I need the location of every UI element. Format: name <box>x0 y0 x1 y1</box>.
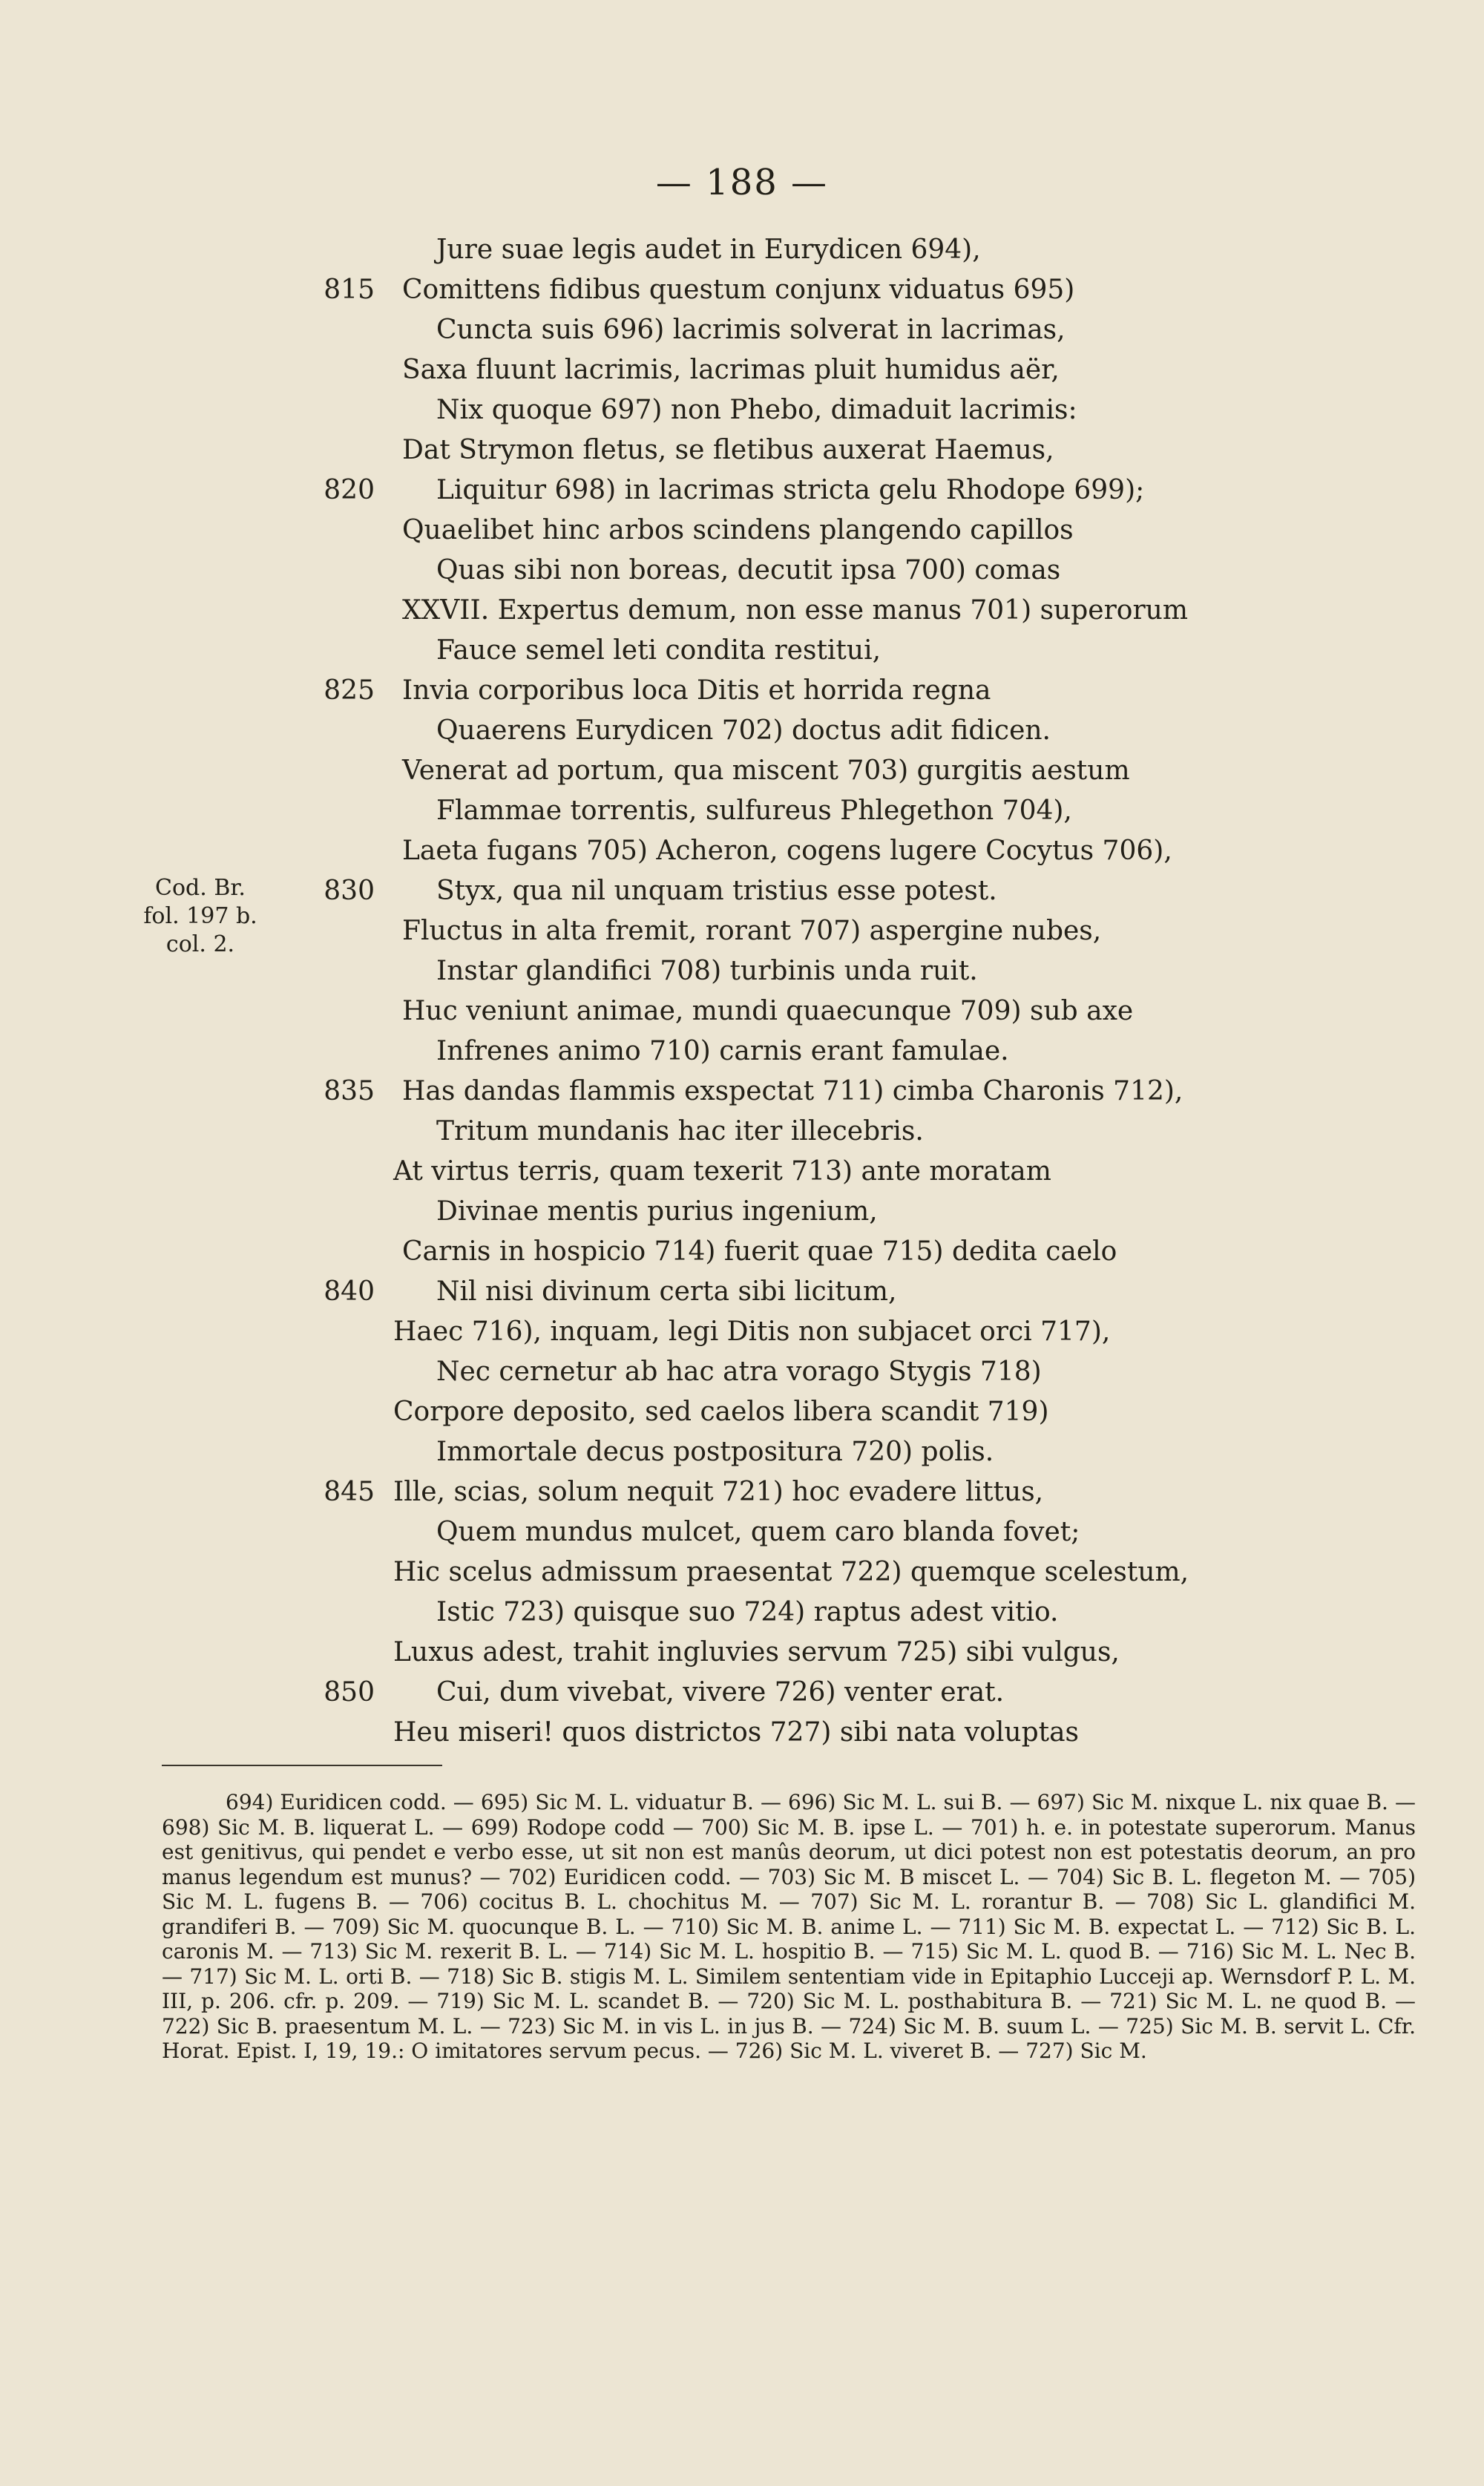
verse-number: 845 <box>324 1477 375 1507</box>
verse-number: 835 <box>324 1076 375 1106</box>
verse-text: Heu miseri! quos districtos 727) sibi nata voluptas <box>393 1717 1080 1748</box>
verse-text: Fluctus in alta fremit, rorant 707) aspergine nubes, <box>402 916 1102 946</box>
verse-line <box>0 270 1484 310</box>
verse-line <box>0 1512 1484 1552</box>
verse-line <box>0 911 1484 951</box>
verse-line <box>0 470 1484 511</box>
verse-text: Haec 716), inquam, legi Ditis non subjacet orci 717), <box>393 1316 1111 1347</box>
verse-line <box>0 1072 1484 1112</box>
verse-line <box>0 1192 1484 1232</box>
verse-text: Corpore deposito, sed caelos libera scandit 719) <box>393 1397 1049 1427</box>
verse-number: 825 <box>324 675 375 706</box>
verse-line <box>0 1352 1484 1392</box>
verse-line <box>0 1032 1484 1072</box>
verse-text: Invia corporibus loca Ditis et horrida regna <box>402 675 991 706</box>
verse-line <box>0 831 1484 871</box>
margin-note-line: fol. 197 b. <box>143 903 257 929</box>
verse-line <box>0 711 1484 751</box>
verse-text: Cuncta suis 696) lacrimis solverat in lacrimas, <box>436 315 1066 345</box>
verse-text: Nec cernetur ab hac atra vorago Stygis 718) <box>436 1357 1042 1387</box>
verse-text: Jure suae legis audet in Eurydicen 694), <box>436 235 981 265</box>
verse-number: 840 <box>324 1276 375 1307</box>
verse-text: Immortale decus postpositura 720) polis. <box>436 1437 994 1467</box>
verse-line <box>0 671 1484 711</box>
verse-text: Hic scelus admissum praesentat 722) quemque scelestum, <box>393 1557 1189 1587</box>
verse-text: Nix quoque 697) non Phebo, dimaduit lacrimis: <box>436 395 1077 425</box>
verse-number: 850 <box>324 1677 375 1708</box>
verse-text: Cui, dum vivebat, vivere 726) venter erat. <box>436 1677 1005 1708</box>
verse-line <box>0 1392 1484 1432</box>
verse-line <box>0 1673 1484 1713</box>
verse-text: Tritum mundanis hac iter illecebris. <box>436 1116 924 1147</box>
verse-text: Nil nisi divinum certa sibi licitum, <box>436 1276 897 1307</box>
verse-number: 820 <box>324 475 375 505</box>
verse-text: Instar glandifici 708) turbinis unda ruit. <box>436 956 978 986</box>
margin-note-line: Cod. Br. <box>155 875 246 901</box>
verse-text: Venerat ad portum, qua miscent 703) gurgitis aestum <box>402 755 1130 786</box>
verse-line <box>0 1272 1484 1312</box>
verse-text: Quaelibet hinc arbos scindens plangendo capillos <box>402 515 1074 545</box>
verse-text: Huc veniunt animae, mundi quaecunque 709) sub axe <box>402 996 1134 1026</box>
verse-line <box>0 430 1484 470</box>
verse-text: Quaerens Eurydicen 702) doctus adit fidicen. <box>436 715 1051 746</box>
verse-text: Flammae torrentis, sulfureus Phlegethon 704), <box>436 796 1072 826</box>
verse-line <box>0 991 1484 1032</box>
verse-line <box>0 1552 1484 1593</box>
verse-line <box>0 1713 1484 1753</box>
verse-text: Dat Strymon fletus, se fletibus auxerat Haemus, <box>402 435 1054 465</box>
verse-line <box>0 791 1484 831</box>
verse-line <box>0 551 1484 591</box>
verse-text: Divinae mentis purius ingenium, <box>436 1196 878 1227</box>
verse-line <box>0 230 1484 270</box>
verse-text: Laeta fugans 705) Acheron, cogens lugere Cocytus 706), <box>402 836 1172 866</box>
verse-text: Fauce semel leti condita restitui, <box>436 635 881 666</box>
verse-text: Quem mundus mulcet, quem caro blanda fovet; <box>436 1517 1080 1547</box>
verse-line <box>0 1152 1484 1192</box>
verse-text: Carnis in hospicio 714) fuerit quae 715) dedita caelo <box>402 1236 1117 1267</box>
margin-note-line: col. 2. <box>165 931 235 957</box>
verse-text: XXVII. Expertus demum, non esse manus 701) superorum <box>402 595 1188 626</box>
verse-line <box>0 511 1484 551</box>
verse-line <box>0 1312 1484 1352</box>
verse-text: Infrenes animo 710) carnis erant famulae. <box>436 1036 1009 1066</box>
verse-line <box>0 1232 1484 1272</box>
verse-text: Saxa fluunt lacrimis, lacrimas pluit humidus aër, <box>402 355 1060 385</box>
verse-line <box>0 1112 1484 1152</box>
verse-line <box>0 631 1484 671</box>
verse-line <box>0 1593 1484 1633</box>
verse-text: At virtus terris, quam texerit 713) ante moratam <box>393 1156 1051 1187</box>
verse-text: Styx, qua nil unquam tristius esse potest. <box>436 876 997 906</box>
verse-line <box>0 310 1484 350</box>
verse-text: Quas sibi non boreas, decutit ipsa 700) comas <box>436 555 1061 586</box>
verse-line <box>0 591 1484 631</box>
verse-line <box>0 871 1484 911</box>
verse-number: 815 <box>324 275 375 305</box>
verse-text: Luxus adest, trahit ingluvies servum 725) sibi vulgus, <box>393 1637 1120 1667</box>
verse-line <box>0 1633 1484 1673</box>
verse-line <box>0 390 1484 430</box>
verse-text: Liquitur 698) in lacrimas stricta gelu Rhodope 699); <box>436 475 1145 505</box>
verse-text: Comittens fidibus questum conjunx viduatus 695) <box>402 275 1075 305</box>
verse-line <box>0 751 1484 791</box>
verse-line <box>0 1472 1484 1512</box>
verse-text: Has dandas flammis exspectat 711) cimba Charonis 712), <box>402 1076 1183 1106</box>
footnote-separator <box>162 1765 442 1766</box>
footnote-text: 694) Euridicen codd. — 695) Sic M. L. viduatur B. — 696) Sic M. L. sui B. — 697) Sic M. nixque L. nix quae B. — 698) Sic M. B. liquerat L. — 699) Rodope codd — 700) Sic M. B. ipse L. — 701) h. e. in potestate superorum. Manus est genitivus, qui pendet e verbo esse, ut sit non est manûs deorum, ut dici potest non est potestatis deorum, an pro manus legendum est munus? — 702) Euridicen codd. — 703) Sic M. B miscet L. — 704) Sic B. L. flegeton M. — 705) Sic M. L. fugens B. — 706) cocitus B. L. chochitus M. — 707) Sic M. L. rorantur B. — 708) Sic L. glandifici M. grandiferi B. — 709) Sic M. quocunque B. L. — 710) Sic M. B. anime L. — 711) Sic M. B. expectat L. — 712) Sic B. L. caronis M. — 713) Sic M. rexerit B. L. — 714) Sic M. L. hospitio B. — 715) Sic M. L. quod B. — 716) Sic M. L. Nec B. — 717) Sic M. L. orti B. — 718) Sic B. stigis M. L. Similem sententiam vide in Epitaphio Lucceji ap. Wernsdorf P. L. M. III, p. 206. cfr. p. 209. — 719) Sic M. L. scandet B. — 720) Sic M. L. posthabitura B. — 721) Sic M. L. ne quod B. — 722) Sic B. praesentum M. L. — 723) Sic M. in vis L. in jus B. — 724) Sic M. B. suum L. — 725) Sic M. B. servit L. Cfr. Horat. Epist. I, 19, 19.: O imitatores servum pecus. — 726) Sic M. L. viveret B. — 727) Sic M. <box>162 1790 1416 2063</box>
verse-text: Istic 723) quisque suo 724) raptus adest vitio. <box>436 1597 1059 1627</box>
verse-number: 830 <box>324 876 375 906</box>
verse-line <box>0 1432 1484 1472</box>
verse-line <box>0 350 1484 390</box>
footnotes <box>162 1790 1416 2064</box>
verse-line <box>0 951 1484 991</box>
page-number: — 188 — <box>655 162 829 203</box>
verse-text: Ille, scias, solum nequit 721) hoc evadere littus, <box>393 1477 1044 1507</box>
